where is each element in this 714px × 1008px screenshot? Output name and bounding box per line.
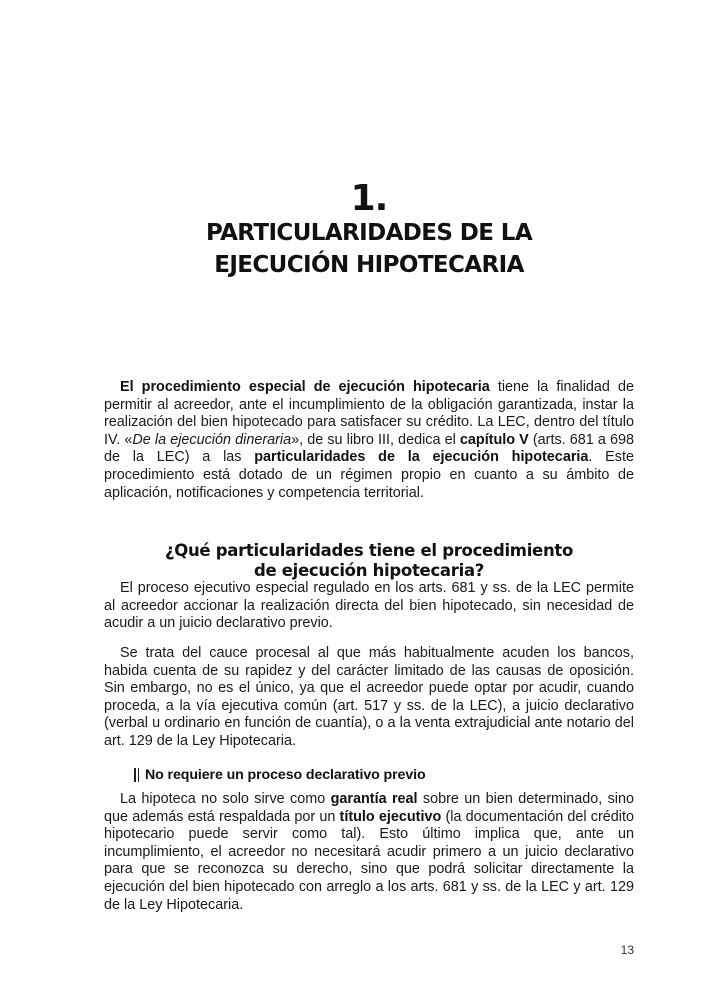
subsection-heading-text: No requiere un proceso declarativo previo <box>145 767 426 783</box>
intro-text: (arts. 681 a 698 de la LEC) a las <box>104 431 635 466</box>
intro-bold-lead: El procedimiento especial de ejecución hipotecaria <box>120 379 490 395</box>
subsection-bold-title: título ejecutivo <box>339 808 442 825</box>
intro-text: . Este procedimiento está dotado de un régimen propio en cuanto a su ámbito de aplicación, notificaciones y competencia territorial. <box>104 449 634 501</box>
intro-paragraph <box>104 379 634 502</box>
subsection-text: (la documentación del crédito hipotecario puede servir como tal). Esto último implica que, ante un incumplimiento, el acreedor no necesitará acudir primero a un juicio declarativo para que se reconozca su derecho, sino que podrá solicitar directamente la ejecución del bien hipotecado con arreglo a los arts. 681 y ss. de la LEC y art. 129 de la Ley Hipotecaria. <box>104 808 634 913</box>
section-paragraph-1: El proceso ejecutivo especial regulado en los arts. 681 y ss. de la LEC permite al acreedor accionar la realización directa del bien hipotecado, sin necesidad de acudir a un juicio declarativo previo. <box>104 580 634 632</box>
double-bar-icon <box>134 768 139 782</box>
intro-text: tiene la finalidad de permitir al acreedor, ante el incumplimiento de la obligación garantizada, instar la realización del bien hipotecado para satisfacer su crédito. La LEC, dentro del título IV. « <box>104 379 634 448</box>
intro-bold-chapter: capítulo V <box>459 431 529 448</box>
subsection-text: sobre un bien determinado, sino que además está respaldada por un <box>104 791 634 825</box>
intro-bold-particularities: particularidades de la ejecución hipotecaria <box>254 449 589 466</box>
subsection-bold-guarantee: garantía real <box>330 791 418 807</box>
page-number: 13 <box>620 943 634 957</box>
chapter-title-line: PARTICULARIDADES DE LA <box>205 220 533 246</box>
section-heading <box>104 541 634 581</box>
chapter-title-line: EJECUCIÓN HIPOTECARIA <box>214 252 524 278</box>
chapter-title <box>0 217 714 281</box>
subsection-heading <box>134 765 426 785</box>
subsection-paragraph <box>104 791 634 914</box>
intro-text: », de su libro III, dedica el <box>291 431 460 448</box>
intro-italic-title: De la ejecución dineraria <box>132 431 292 448</box>
section-heading-line: ¿Qué particularidades tiene el procedimiento <box>164 541 574 560</box>
chapter-number: 1. <box>350 178 388 219</box>
section-paragraph-2: Se trata del cauce procesal al que más habitualmente acuden los bancos, habida cuenta de su rapidez y del carácter limitado de las causas de oposición. Sin embargo, no es el único, ya que el acreedor puede optar por acudir, cuando proceda, a la vía ejecutiva común (art. 517 y ss. de la LEC), a juicio declarativo (verbal u ordinario en función de cuantía), o a la venta extrajudicial ante notario del art. 129 de la Ley Hipotecaria. <box>104 645 634 749</box>
section-heading-line: de ejecución hipotecaria? <box>253 561 485 580</box>
subsection-text: La hipoteca no solo sirve como <box>120 791 331 807</box>
